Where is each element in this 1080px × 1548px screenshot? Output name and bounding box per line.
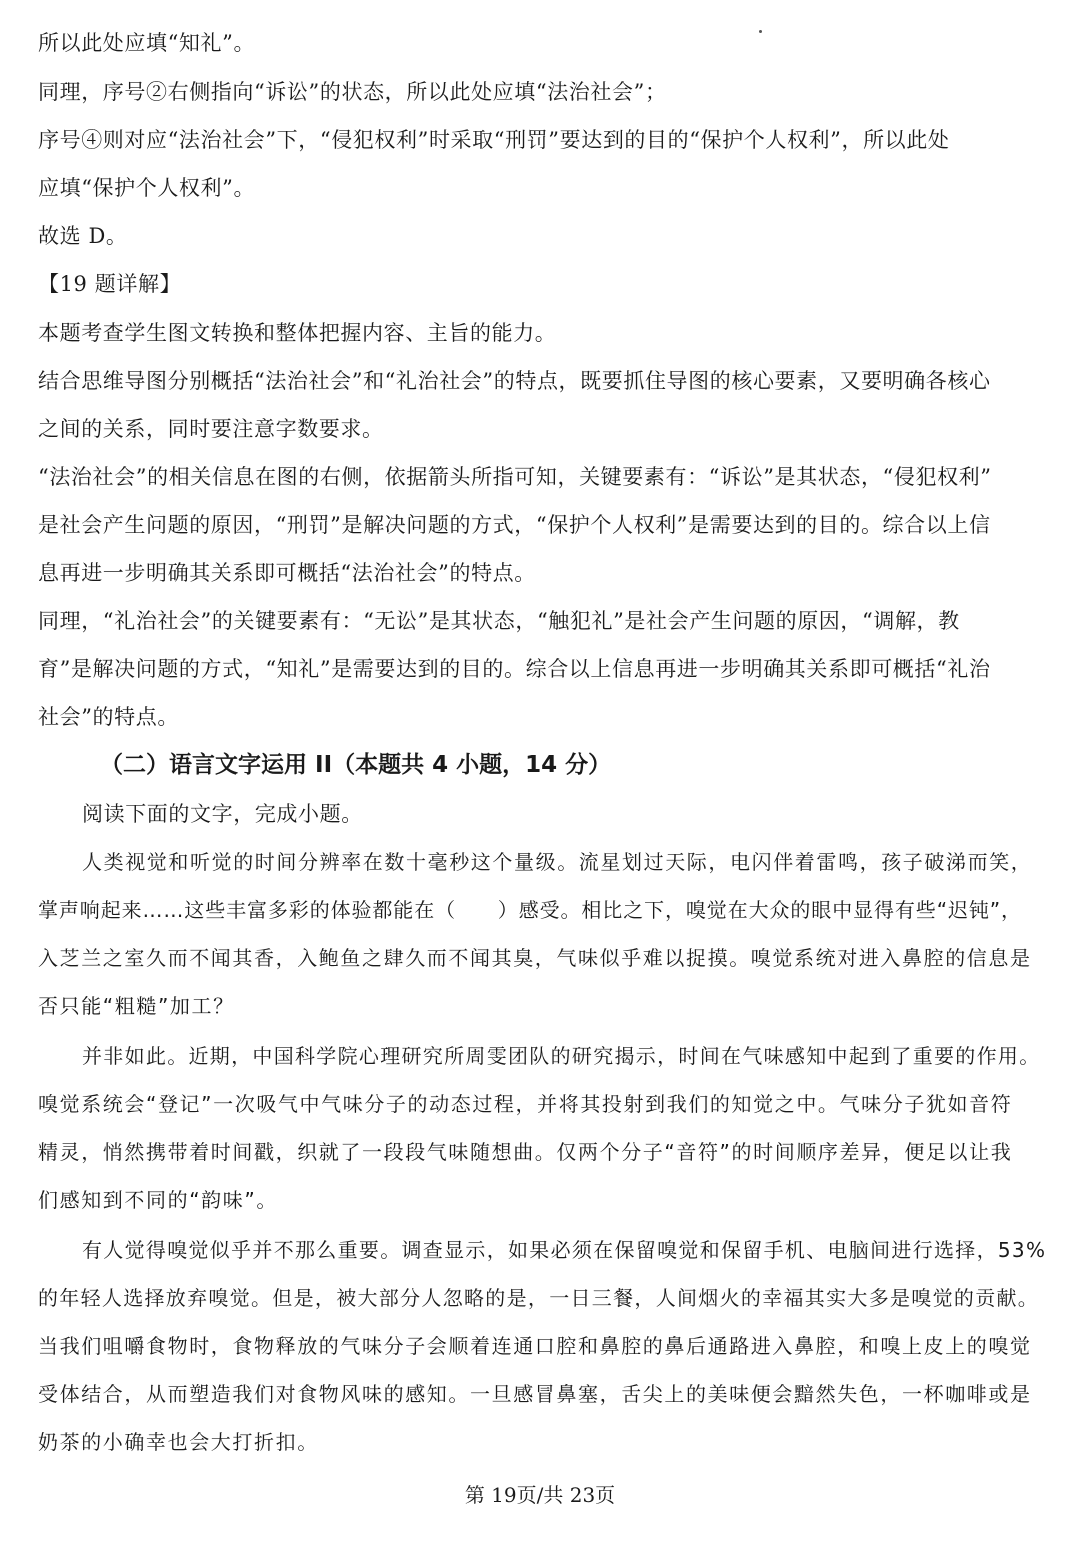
answer-line: 故选 D。: [38, 224, 128, 248]
passage-line: 们感知到不同的“韵味”。: [38, 1188, 278, 1212]
passage-line: 精灵，悄然携带着时间戳，织就了一段段气味随想曲。仅两个分子“音符”的时间顺序差异，便足以让我: [38, 1140, 1013, 1164]
passage-line: 受体结合，从而塑造我们对食物风味的感知。一旦感冒鼻塞，舌尖上的美味便会黯然失色，一杯咖啡或是: [38, 1382, 1032, 1406]
answer-line: 社会”的特点。: [38, 705, 179, 729]
answer-line: 之间的关系，同时要注意字数要求。: [38, 417, 384, 441]
passage-line: 有人觉得嗅觉似乎并不那么重要。调查显示，如果必须在保留嗅觉和保留手机、电脑间进行选择，53%: [82, 1238, 1047, 1262]
answer-line: 序号④则对应“法治社会”下，“侵犯权利”时采取“刑罚”要达到的目的“保护个人权利”，所以此处: [38, 128, 950, 152]
passage-line: 掌声响起来……这些丰富多彩的体验都能在（ ）感受。相比之下，嗅觉在大众的眼中显得有些“迟钝”，: [38, 898, 1022, 922]
answer-line: 本题考查学生图文转换和整体把握内容、主旨的能力。: [38, 321, 557, 345]
answer-line: 育”是解决问题的方式，“知礼”是需要达到的目的。综合以上信息再进一步明确其关系即可概括“礼治: [38, 657, 991, 681]
page-number: 第 19页/共 23页: [464, 1483, 616, 1507]
passage-line: 奶茶的小确幸也会大打折扣。: [38, 1430, 319, 1454]
passage-line: 嗅觉系统会“登记”一次吸气中气味分子的动态过程，并将其投射到我们的知觉之中。气味分子犹如音符: [38, 1092, 1013, 1116]
answer-line: 是社会产生问题的原因，“刑罚”是解决问题的方式，“保护个人权利”是需要达到的目的。综合以上信: [38, 513, 991, 537]
passage-line: 入芝兰之室久而不闻其香，入鲍鱼之肆久而不闻其臭，气味似乎难以捉摸。嗅觉系统对进入鼻腔的信息是: [38, 946, 1032, 970]
answer-line: “法治社会”的相关信息在图的右侧，依据箭头所指可知，关键要素有：“诉讼”是其状态，“侵犯权利”: [38, 465, 992, 489]
passage-line: 并非如此。近期，中国科学院心理研究所周雯团队的研究揭示，时间在气味感知中起到了重要的作用。: [82, 1044, 1041, 1068]
answer-line: 同理，序号②右侧指向“诉讼”的状态，所以此处应填“法治社会”；: [38, 80, 667, 104]
answer-line: 应填“保护个人权利”。: [38, 176, 256, 200]
answer-line: 结合思维导图分别概括“法治社会”和“礼治社会”的特点，既要抓住导图的核心要素，又要明确各核心: [38, 369, 991, 393]
answer-line: 同理，“礼治社会”的关键要素有：“无讼”是其状态，“触犯礼”是社会产生问题的原因，“调解，教: [38, 609, 960, 633]
answer-line: 所以此处应填“知礼”。: [38, 31, 256, 55]
instruction: 阅读下面的文字，完成小题。: [82, 802, 363, 826]
passage-line: 当我们咀嚼食物时，食物释放的气味分子会顺着连通口腔和鼻腔的鼻后通路进入鼻腔，和嗅上皮上的嗅觉: [38, 1334, 1032, 1358]
question-19-label: 【19 题详解】: [38, 272, 182, 296]
passage-line: 否只能“粗糙”加工？: [38, 994, 235, 1018]
passage-line: 的年轻人选择放弃嗅觉。但是，被大部分人忽略的是，一日三餐，人间烟火的幸福其实大多是嗅觉的贡献。: [38, 1286, 1040, 1310]
passage-line: 人类视觉和听觉的时间分辨率在数十毫秒这个量级。流星划过天际，电闪伴着雷鸣，孩子破涕而笑，: [82, 850, 1033, 874]
section-heading: （二）语言文字运用 II（本题共 4 小题，14 分）: [100, 752, 612, 778]
answer-line: 息再进一步明确其关系即可概括“法治社会”的特点。: [38, 561, 536, 585]
